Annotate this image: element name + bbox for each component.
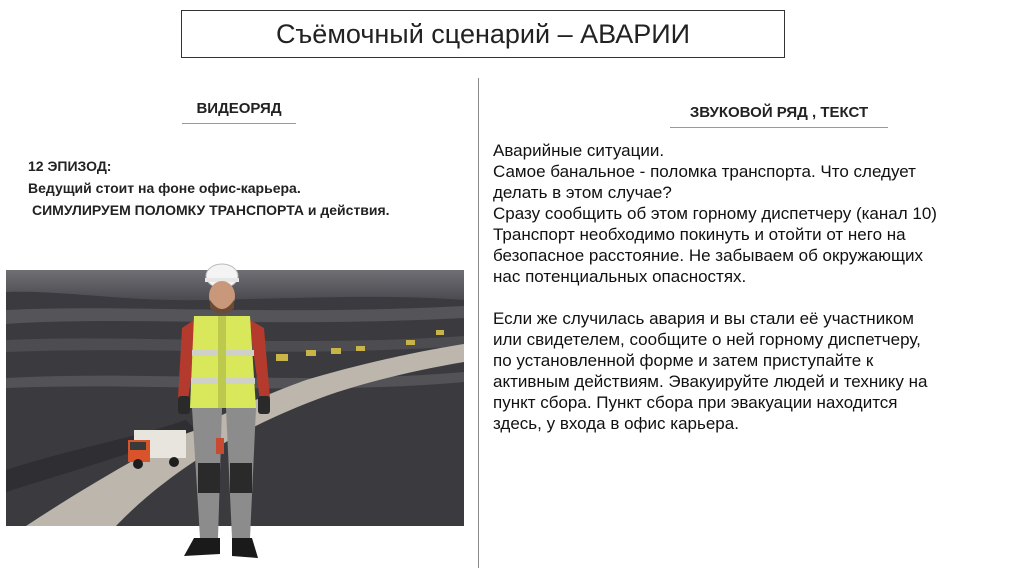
narration-line: пункт сбора. Пункт сбора при эвакуации находится xyxy=(493,393,898,412)
slide-title: Съёмочный сценарий – АВАРИИ xyxy=(181,10,785,58)
narration-line: здесь, у входа в офис карьера. xyxy=(493,414,739,433)
episode-description xyxy=(28,155,468,221)
narration-line: Самое банальное - поломка транспорта. Что следует xyxy=(493,162,916,181)
narration-line: активным действиям. Эвакуируйте людей и технику на xyxy=(493,372,928,391)
narration-line: по установленной форме и затем приступайте к xyxy=(493,351,874,370)
narration-line: Аварийные ситуации. xyxy=(493,141,665,160)
narration-line: Если же случилась авария и вы стали её участником xyxy=(493,309,914,328)
presenter-figure xyxy=(172,258,280,570)
column-divider xyxy=(478,78,479,568)
video-column-heading: ВИДЕОРЯД xyxy=(182,100,296,124)
narration-line: Сразу сообщить об этом горному диспетчеру (канал 10) xyxy=(493,204,937,223)
episode-action-line: СИМУЛИРУЕМ ПОЛОМКУ ТРАНСПОРТА и действия. xyxy=(32,202,390,218)
narration-line: Транспорт необходимо покинуть и отойти от него на xyxy=(493,225,906,244)
narration-line: безопасное расстояние. Не забываем об окружающих xyxy=(493,246,923,265)
episode-presenter-line: Ведущий стоит на фоне офис-карьера. xyxy=(28,180,301,196)
narration-text xyxy=(493,140,1013,434)
narration-line: нас потенциальных опасностях. xyxy=(493,267,747,286)
narration-line: или свидетелем, сообщите о ней горному диспетчеру, xyxy=(493,330,921,349)
audio-column-heading: ЗВУКОВОЙ РЯД , ТЕКСТ xyxy=(670,104,888,128)
narration-line: делать в этом случае? xyxy=(493,183,672,202)
episode-number: 12 ЭПИЗОД: xyxy=(28,158,112,174)
